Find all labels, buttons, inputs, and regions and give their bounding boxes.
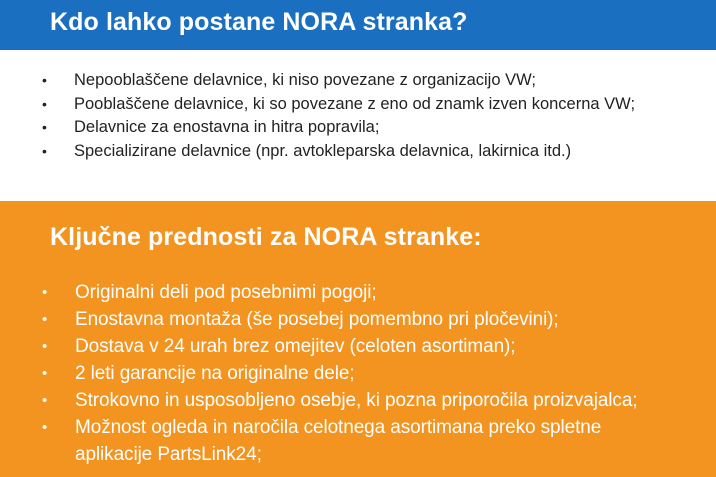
bullet-icon: • [42,392,48,409]
list-item-text: Originalni deli pod posebnimi pogoji; [75,282,377,303]
list-item [0,306,716,333]
bullet-icon: • [42,365,48,382]
bullet-icon: • [42,72,47,88]
list-item-text: Strokovno in usposobljeno osebje, ki pozna priporočila proizvajalca; [75,390,638,411]
list-item [0,140,716,164]
section-title-who-can-become: Kdo lahko postane NORA stranka? [50,8,468,36]
list-item [0,116,716,140]
list-item-text: Dostava v 24 urah brez omejitev (celoten asortiman); [75,336,516,357]
section-title-banner [0,0,716,50]
list-item [0,69,716,93]
bullet-icon: • [42,419,48,436]
list-item-text: Delavnice za enostavna in hitra popravila; [74,118,380,136]
bullet-icon: • [42,338,48,355]
list-item-text: Enostavna montaža (še posebej pomembno pri pločevini); [75,309,559,330]
benefits-list [0,279,716,468]
list-item-text: Nepooblaščene delavnice, ki niso povezane z organizacijo VW; [74,71,536,89]
benefits-panel [0,201,716,477]
bullet-icon: • [42,284,48,301]
bullet-icon: • [42,311,48,328]
list-item-text: Specializirane delavnice (npr. avtokleparska delavnica, lakirnica itd.) [74,141,572,160]
list-item [0,360,716,387]
list-item-text: Pooblaščene delavnice, ki so povezane z eno od znamk izven koncerna VW; [74,94,636,113]
bullet-icon: • [42,119,47,135]
list-item-text: Možnost ogleda in naročila celotnega asortimana preko spletne aplikacije PartsLink24; [75,417,602,465]
list-item [0,279,716,306]
list-item [0,414,716,468]
eligibility-list [0,69,716,163]
bullet-icon: • [42,142,47,159]
list-item [0,387,716,414]
section-title-key-benefits: Ključne prednosti za NORA stranke: [50,223,482,251]
list-item-text: 2 leti garancije na originalne dele; [75,363,355,384]
bullet-icon: • [42,95,47,112]
list-item [0,333,716,360]
list-item [0,93,716,117]
